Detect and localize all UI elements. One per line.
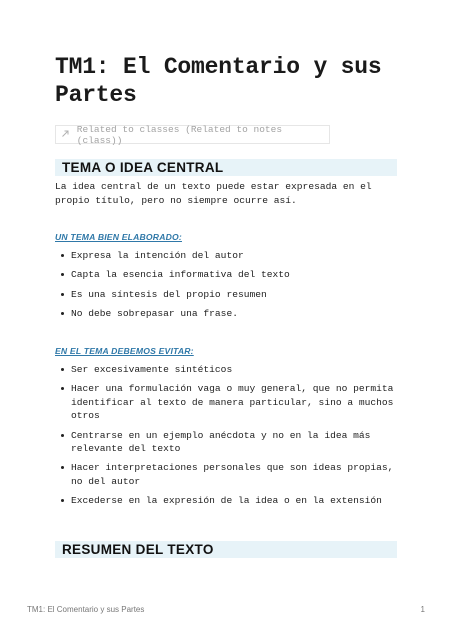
list-item: Hacer interpretaciones personales que son ideas propias, no del autor xyxy=(55,461,400,488)
footer-title: TM1: El Comentario y sus Partes xyxy=(27,605,145,614)
list-debemos-evitar xyxy=(55,363,400,508)
arrow-northeast-icon xyxy=(61,129,73,141)
list-item: Es una síntesis del propio resumen xyxy=(55,288,400,301)
list-item: Centrarse en un ejemplo anécdota y no en la idea más relevante del texto xyxy=(55,429,400,456)
bullet-icon xyxy=(61,499,64,502)
page-number: 1 xyxy=(420,605,425,614)
bullet-icon xyxy=(61,293,64,296)
bullet-icon xyxy=(61,273,64,276)
section-heading-tema: TEMA O IDEA CENTRAL xyxy=(55,159,397,176)
list-item: Expresa la intención del autor xyxy=(55,249,400,262)
section-heading-resumen: RESUMEN DEL TEXTO xyxy=(55,541,397,558)
bullet-icon xyxy=(61,387,64,390)
bullet-icon xyxy=(61,254,64,257)
subheading-bien-elaborado: UN TEMA BIEN ELABORADO: xyxy=(55,232,182,242)
list-item: Excederse en la expresión de la idea o en la extensión xyxy=(55,494,400,507)
related-text: Related to classes (Related to notes (class)) xyxy=(76,123,283,146)
list-item: Capta la esencia informativa del texto xyxy=(55,268,400,281)
related-classes-link[interactable] xyxy=(55,125,330,144)
subheading-debemos-evitar: EN EL TEMA DEBEMOS EVITAR: xyxy=(55,346,194,356)
bullet-icon xyxy=(61,466,64,469)
bullet-icon xyxy=(61,434,64,437)
list-item: Hacer una formulación vaga o muy general, que no permita identificar al texto de manera particular, sino a muchos otros xyxy=(55,382,400,422)
intro-paragraph: La idea central de un texto puede estar expresada en el propio título, pero no siempre ocurre así. xyxy=(55,181,372,206)
bullet-icon xyxy=(61,312,64,315)
list-item: No debe sobrepasar una frase. xyxy=(55,307,400,320)
page-title: TM1: El Comentario y sus Partes xyxy=(55,54,382,108)
bullet-icon xyxy=(61,368,64,371)
list-bien-elaborado xyxy=(55,249,400,321)
list-item: Ser excesivamente sintéticos xyxy=(55,363,400,376)
